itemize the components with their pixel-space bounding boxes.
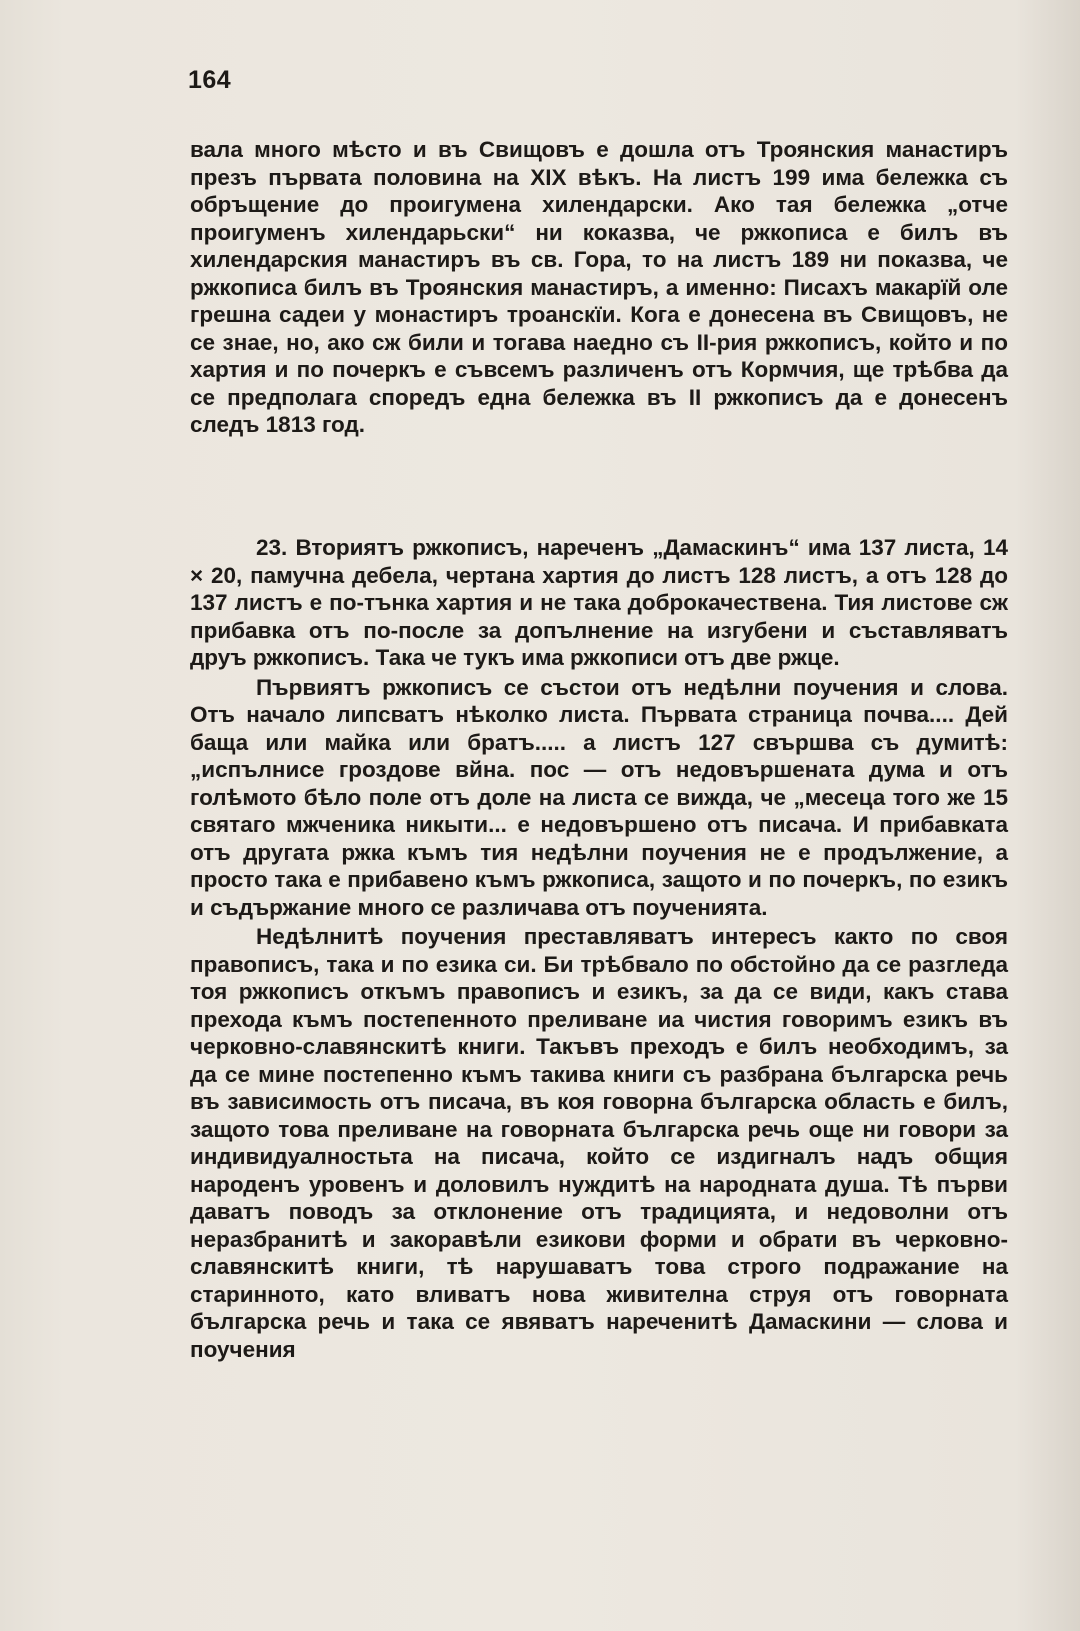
section-23-text: Вториятъ ржкописъ, нареченъ „Дамаскинъ“ има 137 листа, 14 × 20, памучна дебела, чертана хартия до листъ 128 листъ, а отъ 128 до 137 листъ е по-тънка хартия и не така доброкачествена. Тия листове сж прибавка отъ по-после за допълнение на изгубени и съставляватъ друъ ржкописъ. Така че тукъ има ржкописи отъ две ржце. (190, 535, 1008, 670)
text-block-main (190, 534, 1008, 1363)
paragraph-continued: вала много мѣсто и въ Свищовъ е дошла отъ Троянския манастиръ презъ първата половина на XIX вѣкъ. На листъ 199 има бележка съ обръщение до проигумена хилендарски. Ако тая бележка „отче проигуменъ хилендарьски“ ни коказва, че ржкописа е билъ въ хилендарския манастиръ въ св. Гора, то на листъ 189 ни показва, че ржкописа билъ въ Троянския манастиръ, а именно: Писахъ макарїй оле грешна садеи у монастиръ троанскїи. Кога е донесена въ Свищовъ, не се знае, но, ако сж били и тогава наедно съ II-рия ржкописъ, който и по хартия и по почеркъ е съвсемъ различенъ отъ Кормчия, ще трѣбва да се предполага споредъ една бележка въ II ржкописъ да е донесенъ следъ 1813 год. (190, 137, 1008, 437)
paragraph-sunday-teachings: Недѣлнитѣ поучения преставляватъ интересъ както по своя правописъ, така и по езика си. Би трѣбвало по обстойно да се разгледа тоя ржкописъ откъмъ правописъ и езикъ, за да се види, какъ става прехода къмъ постепенното преливане иа чистия говоримъ езикъ въ черковно-славянскитѣ книги. Такъвъ преходъ е билъ необходимъ, за да се мине постепенно къмъ такива книги съ разбрана българска речь въ зависимость отъ писача, въ коя говорна българска область е билъ, защото това преливане на говорната българска речь още ни говори за индивидуалностьта на писача, който се издигналъ надъ общия народенъ уровенъ и доловилъ нуждитѣ на народната душа. Тѣ първи даватъ поводъ за отклонение отъ традицията, и недоволни отъ неразбранитѣ и закоравѣли езикови форми и обрати въ черковно-славянскитѣ книги, тѣ нарушаватъ това строго подражание на старинното, като вливатъ нова живителна струя отъ говорната българска речь и така се явяватъ нареченитѣ Дамаскини — слова и поучения (190, 924, 1008, 1362)
section-number: 23. (256, 535, 288, 560)
paragraph-first-manuscript: Първиятъ ржкописъ се състои отъ недѣлни поучения и слова. Отъ начало липсватъ нѣколко листа. Първата страница почва.... Дей баща или майка или братъ..... а листъ 127 свършва съ думитѣ: „испълнисе гроздове вйна. пос — отъ недовършената дума и отъ голѣмото бѣло поле отъ доле на листа се вижда, че „месеца того же 15 святаго мжченика никыти... е недовършено отъ писача. И прибавката отъ другата ржка къмъ тия недѣлни поучения не е продължение, а просто така е прибавено къмъ ржкописа, защото и по почеркъ, по езикъ и съдържание много се различава отъ поученията. (190, 674, 1008, 920)
text-block-top (190, 136, 1008, 439)
page-number: 164 (188, 66, 232, 94)
paragraph-section-23 (190, 534, 1008, 672)
